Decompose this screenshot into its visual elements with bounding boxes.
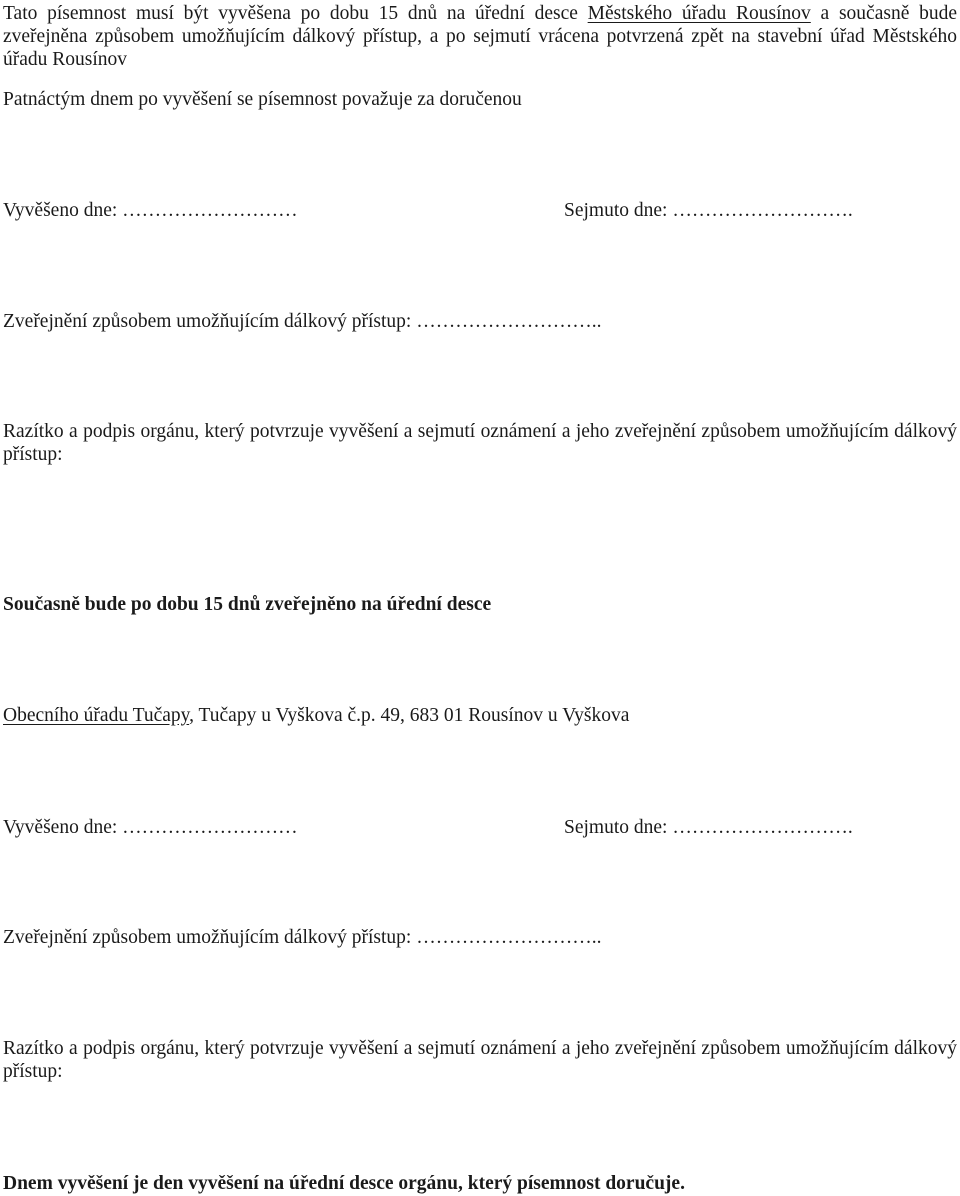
footer-note: Dnem vyvěšení je den vyvěšení na úřední desce orgánu, který písemnost doručuje.	[3, 1173, 685, 1194]
stamp-signature-note-1: Razítko a podpis orgánu, který potvrzuje vyvěšení a sejmutí oznámení a jeho zveřejnění způsobem umožňujícím dálkový přístup:	[3, 421, 957, 465]
section2-heading: Současně bude po dobu 15 dnů zveřejněno na úřední desce	[3, 594, 492, 615]
municipal-office-address	[3, 704, 957, 727]
removed-date-field: Sejmuto dne: ……………………….	[564, 200, 853, 221]
posted-date-field: Vyvěšeno dne: ………………………	[3, 200, 298, 221]
intro-paragraph	[3, 2, 957, 71]
stamp-signature-note-2: Razítko a podpis orgánu, který potvrzuje vyvěšení a sejmutí oznámení a jeho zveřejnění způsobem umožňujícím dálkový přístup:	[3, 1038, 957, 1082]
delivery-note: Patnáctým dnem po vyvěšení se písemnost považuje za doručenou	[3, 89, 522, 110]
intro-text-start: Tato písemnost musí být vyvěšena po dobu 15 dnů na úřední desce	[3, 3, 588, 24]
remote-access-field-2: Zveřejnění způsobem umožňujícím dálkový přístup: ………………………..	[3, 927, 602, 948]
remote-access-field-1: Zveřejnění způsobem umožňujícím dálkový přístup: ………………………..	[3, 311, 602, 332]
city-office-link[interactable]: Městského úřadu Rousínov	[587, 3, 811, 24]
posting-row-2	[3, 816, 957, 840]
removed-date-field: Sejmuto dne: ……………………….	[564, 817, 853, 838]
posting-row-1	[3, 199, 957, 223]
posted-date-field: Vyvěšeno dne: ………………………	[3, 817, 298, 838]
municipal-office-link[interactable]: Obecního úřadu Tučapy	[3, 705, 190, 726]
municipal-office-rest: , Tučapy u Vyškova č.p. 49, 683 01 Rousínov u Vyškova	[189, 705, 630, 726]
intro-text-end: a současně bude zveřejněna způsobem umožňujícím dálkový přístup, a po sejmutí vrácena potvrzená zpět na stavební úřad Městského úřadu Rousínov	[3, 3, 957, 70]
